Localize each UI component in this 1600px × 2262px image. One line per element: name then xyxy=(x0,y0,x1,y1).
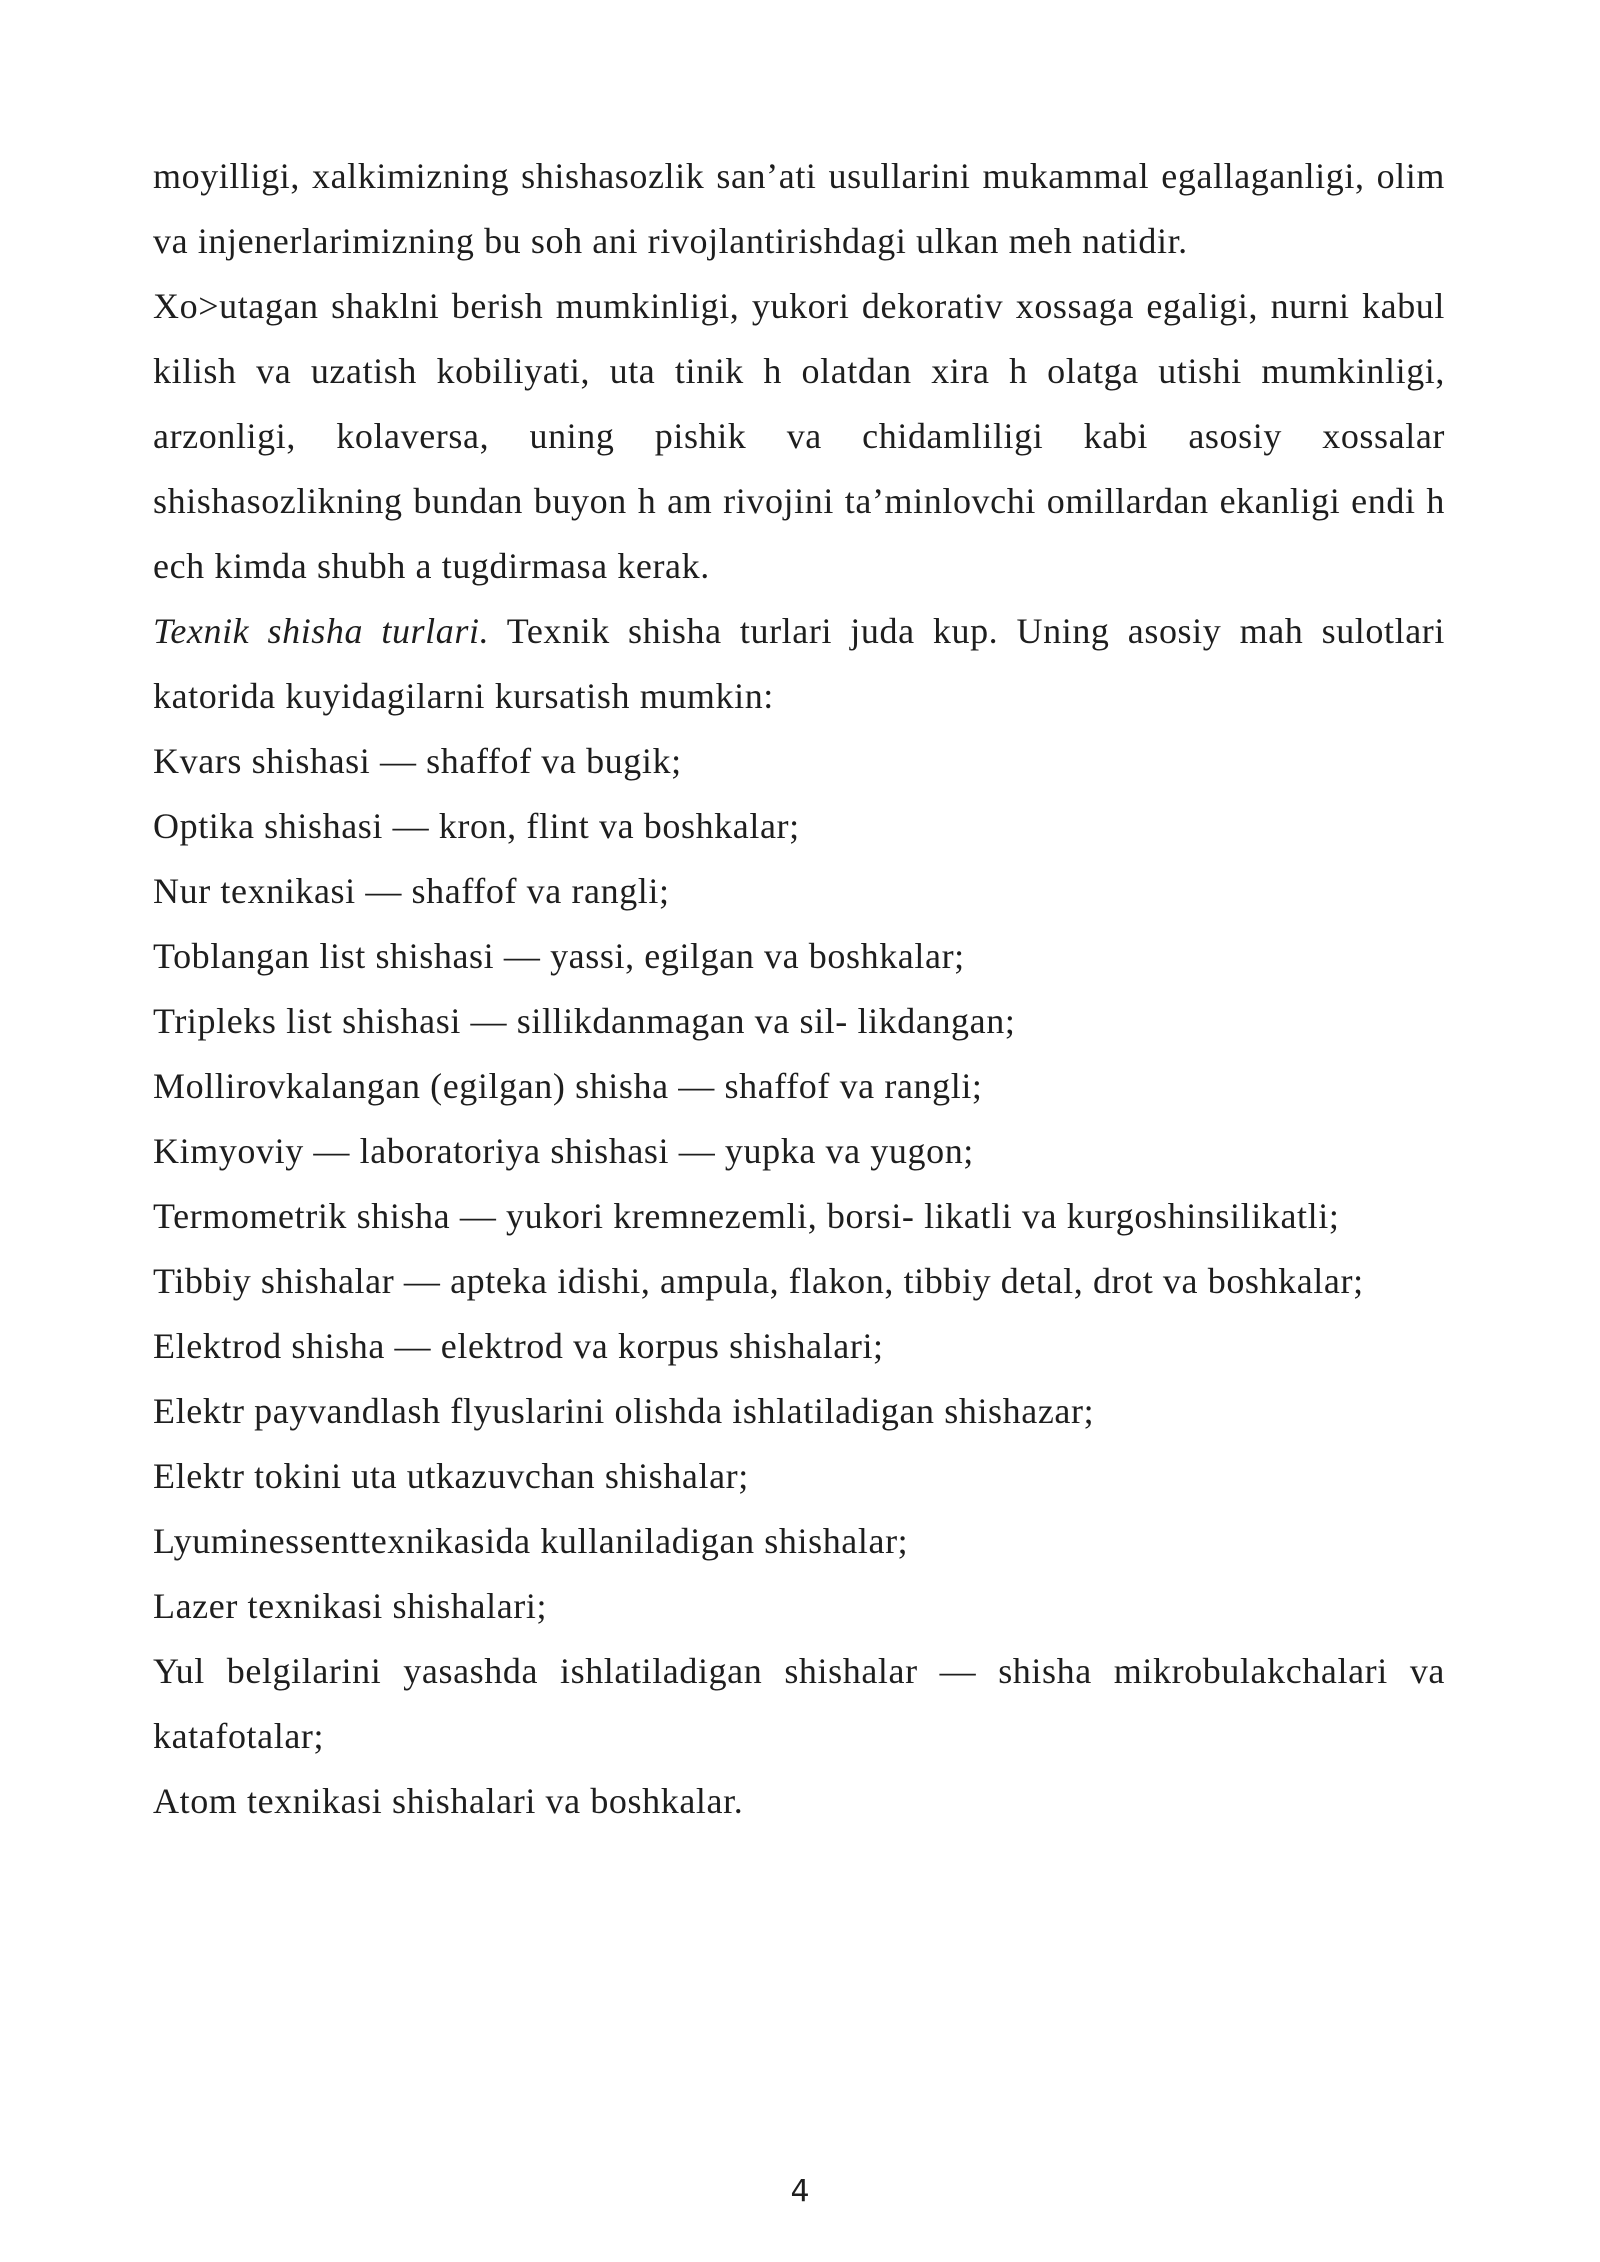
list-item: Optika shishasi — kron, flint va boshkalar; xyxy=(153,806,800,846)
list-item: Nur texnikasi — shaffof va rangli; xyxy=(153,871,670,911)
list-item: Kvars shishasi — shaffof va bugik; xyxy=(153,741,682,781)
document-page xyxy=(153,144,1445,1834)
paragraph-technical-glass-types xyxy=(153,599,1445,729)
section-heading-technical-glass-types: Texnik shisha turlari. xyxy=(153,611,490,651)
list-item: Kimyoviy — laboratoriya shishasi — yupka va yugon; xyxy=(153,1131,974,1171)
list-item: Mollirovkalangan (egilgan) shisha — shaffof va rangli; xyxy=(153,1066,983,1106)
list-item: Toblangan list shishasi — yassi, egilgan va boshkalar; xyxy=(153,936,965,976)
list-item: Lyuminessenttexnikasida kullaniladigan shishalar; xyxy=(153,1521,909,1561)
list-item: Lazer texnikasi shishalari; xyxy=(153,1586,548,1626)
page-number: 4 xyxy=(790,2174,810,2209)
list-item: Atom texnikasi shishalari va boshkalar. xyxy=(153,1781,744,1821)
paragraph-intro-continuation: moyilligi, xalkimizning shishasozlik san’ati usullarini mukammal egallaganligi, olim va injenerlarimizning bu soh ani rivojlantirishdagi ulkan meh natidir. xyxy=(153,156,1445,261)
list-item: Elektrod shisha — elektrod va korpus shishalari; xyxy=(153,1326,884,1366)
list-item: Yul belgilarini yasashda ishlatiladigan shishalar — shisha mikrobulakchalari va katafotalar; xyxy=(153,1651,1445,1756)
list-item: Elektr tokini uta utkazuvchan shishalar; xyxy=(153,1456,749,1496)
section-intro-text: Texnik shisha turlari juda kup. Uning asosiy mah sulotlari katorida kuyidagilarni kursatish mumkin: xyxy=(153,611,1445,716)
list-item: Termometrik shisha — yukori kremnezemli, borsi- likatli va kurgoshinsilikatli; xyxy=(153,1196,1340,1236)
paragraph-glass-properties: Xo>utagan shaklni berish mumkinligi, yukori dekorativ xossaga egaligi, nurni kabul kilish va uzatish kobiliyati, uta tinik h olatdan xira h olatga utishi mumkinligi, arzonligi, kolaversa, uning pishik va chidamliligi kabi asosiy xossalar shishasozlikning bundan buyon h am rivojini ta’minlovchi omillardan ekanligi endi h ech kimda shubh a tugdirmasa kerak. xyxy=(153,286,1445,586)
list-item: Elektr payvandlash flyuslarini olishda ishlatiladigan shishazar; xyxy=(153,1391,1095,1431)
list-item: Tibbiy shishalar — apteka idishi, ampula, flakon, tibbiy detal, drot va boshkalar; xyxy=(153,1261,1364,1301)
list-item: Tripleks list shishasi — sillikdanmagan va sil- likdangan; xyxy=(153,1001,1016,1041)
